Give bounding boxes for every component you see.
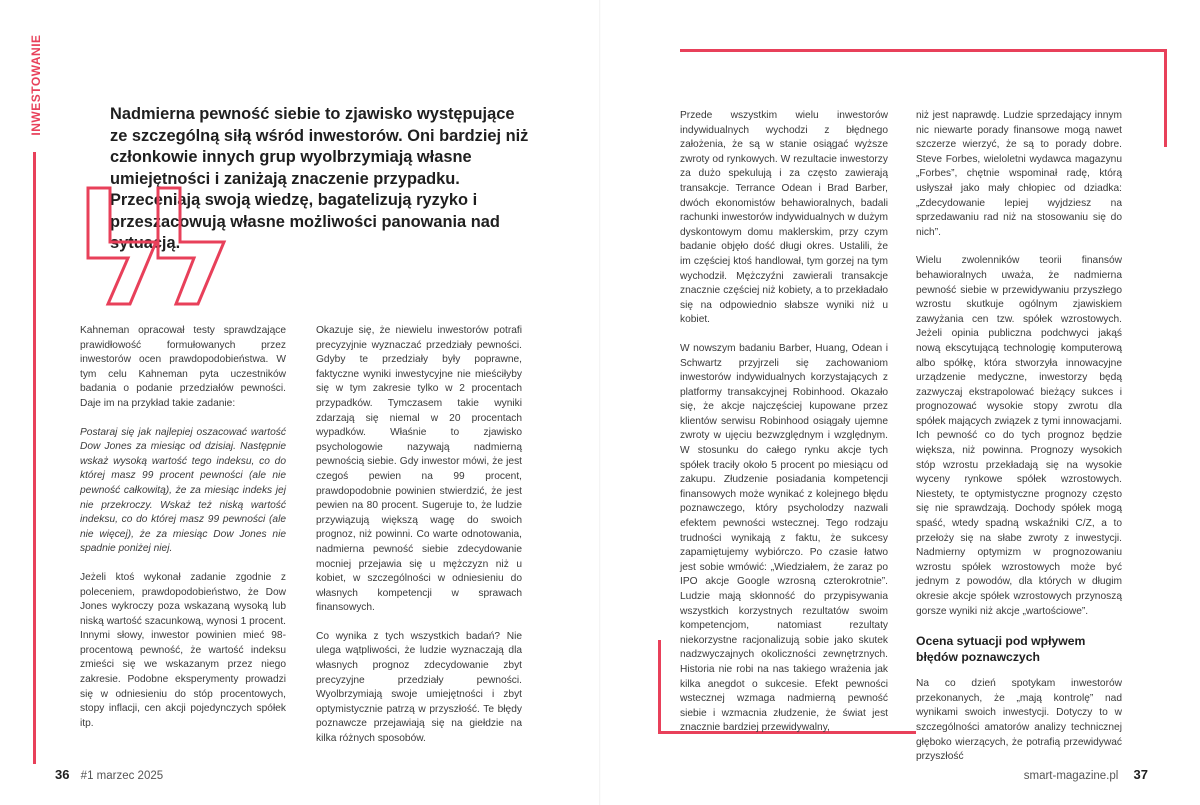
pull-quote: Nadmierna pewność siebie to zjawisko występujące ze szczególną siłą wśród inwestorów. Oni bardziej niż członkowie innych grup wyolbrzymiają własne umiejętności i zaniżają znaczenie przypadku. Przeceniają swoją wiedzę, bagatelizują ryzyko i przeszacowują własne możliwości panowania nad sytuacją. [110, 105, 529, 252]
page-number-right: 37 [1133, 767, 1148, 782]
paragraph: W nowszym badaniu Barber, Huang, Odean i Schwartz przyjrzeli się zachowaniom inwestorów indywidualnych korzystających z platformy transakcyjnej Robinhood. Okazało się, że akcje najczęściej kupowane przez klientów serwisu Robinhood osiągały ujemne zwroty w ujęciu bezwzględnym i względnym. W stosunku do całego rynku akcje tych spółek traciły około 5 procent po miesiącu od zakupu. Złudzenie posiadania kompetencji finansowych może wynikać z kolejnego błędu poznawczego, który psycholodzy nazwali efektem pewności wstecznej. Tego rodzaju trudności wynikają z faktu, że sukcesy zapamiętujemy wybiórczo. Po czasie łatwo jest sobie wmówić: „Wiedziałem, że zaraz po IPO akcje Google wzrosną czterokrotnie”. Ludzie mają skłonność do przypisywania wszystkich korzystnych rezultatów swoim kompetencjom, natomiast rezultaty niekorzystne racjonalizują sobie jako skutek nadzwyczajnych okoliczności zewnętrznych. Historia nie robi na nas takiego wrażenia jak kilka anegdot o sukcesie. Efekt pewności wstecznej wzmaga nadmierną pewność siebie i wzmacnia złudzenie, że świat jest znacznie bardziej przewidywalny, [680, 342, 888, 734]
paragraph: Wielu zwolenników teorii finansów behawioralnych uważa, że nadmierna pewność siebie w przewidywaniu przyszłego wzrostu skutkuje ogólnym zjawiskiem zawyżania cen tzw. spółek wzrostowych. Jeżeli opinia publiczna podchwyci jakąś nową ekscytującą technologię komputerową albo spółkę, która stworzyła innowacyjne urządzenie medyczne, inwestorzy będą zazwyczaj ekstrapolować bieżący sukces i prognozować wysokie stopy zwrotu dla spółek mających związek z tymi innowacjami. Ich pewność co do tych prognoz będzie większa, niż powinna. Prognozy wysokich stóp wzrostu przekładają się na wysokie wyceny rynkowe spółek wzrostowych. Niestety, te optymistyczne prognozy często się nie sprawdzają. Dochody spółek mogą spaść, wtedy spadną wskaźniki C/Z, a to przełoży się na słabe zwroty z inwestycji. Nadmierny optymizm w prognozowaniu wzrostu spółek wzrostowych może być jednym z powodów, dla których w długim okresie akcje spółek wzrostowych przynoszą gorsze wyniki niż akcje „wartościowe”. [916, 255, 1122, 617]
paragraph: Przede wszystkim wielu inwestorów indywidualnych wychodzi z błędnego założenia, że są w stanie osiągać wyższe zwroty od rynkowych. W rezultacie inwestorzy za dużo spekulują i za często zawierają transakcje. Terrance Odean i Brad Barber, dwóch ekonomistów behawioralnych, badali rachunki inwestorów indywidualnych w dużym dyskontowym domu maklerskim, przy czym badanie objęło dość długi okres. Ustalili, że im częściej ktoś handlował, tym gorzej na tym wychodził. Mężczyźni zawierali transakcje znacznie częściej niż kobiety, a to przekładało się na odpowiednio słabsze wyniki niż u kobiet. [680, 110, 888, 326]
site-link[interactable]: smart-magazine.pl [1023, 770, 1119, 782]
section-label-text: INWESTOWANIE [29, 34, 43, 136]
italic-task-paragraph: Postaraj się jak najlepiej oszacować wartość Dow Jones za miesiąc od dzisiaj. Następnie wskaż wysoką wartość tego indeksu, co do której masz 99 procent pewności (ale nie pewność całkowitą), że za miesiąc indeks jej nie przekroczy. Wskaż też niską wartość indeksu, co do której masz 99 pewności (ale nie więcej), że za miesiąc Dow Jones nie spadnie poniżej niej. [80, 426, 286, 555]
right-column-1 [680, 109, 888, 750]
paragraph: Co wynika z tych wszystkich badań? Nie ulega wątpliwości, że ludzie wyznaczają dla własnych prognoz zdecydowanie zbyt precyzyjne przedziały pewności. Wyolbrzymiają swoje umiejętności i zbyt optymistycznie patrzą w przyszłość. Te błędy poznawcze przejawiają się na giełdzie na kilka różnych sposobów. [316, 630, 522, 745]
paragraph: niż jest naprawdę. Ludzie sprzedający innym nic niewarte porady finansowe mogą nawet szczerze wierzyć, że są to porady dobre. Steve Forbes, wieloletni wydawca magazynu „Forbes”, chętnie wspominał radę, którą usłyszał jako mały chłopiec od dziadka: „Zdecydowanie lepiej wyjdziesz na sprzedawaniu rad niż na stosowaniu się do nich”. [916, 110, 1122, 238]
paragraph: Okazuje się, że niewielu inwestorów potrafi precyzyjnie wyznaczać przedziały pewności. Gdyby te przedziały były poprawne, faktyczne wyniki inwestycyjne nie mieściłyby się w tym zakresie tylko w 2 procentach przypadków. Tymczasem takie wyniki zdarzają się niemal w 20 procentach wypadków. Właśnie to zjawisko psychologowie nazywają nadmierną pewnością siebie. Gdy inwestor mówi, że jest czegoś pewien na 99 procent, prawdopodobnie powinien stwierdzić, że jest pewien na 80 procent. Sugeruje to, że ludzie przywiązują większą wagę do swoich prognoz, niż powinni. Co warte odnotowania, nadmierna pewność siebie zdecydowanie mocniej przejawia się u mężczyzn niż u kobiet, w szczególności w odniesieniu do własnych kompetencji w sprawach finansowych. [316, 325, 522, 614]
subheading: Ocena sytuacji pod wpływem błędów poznawczych [916, 634, 1086, 665]
footer-left [55, 767, 163, 782]
right-column-2 [916, 109, 1122, 779]
section-rule [33, 152, 36, 764]
page-gutter [599, 0, 601, 805]
frame-right-rule [1164, 49, 1167, 147]
page-number-left: 36 [55, 767, 70, 782]
paragraph: Kahneman opracował testy sprawdzające prawidłowość formułowanych przez inwestorów ocen prawdopodobieństwa. W tym celu Kahneman pyta uczestników badania o podanie przedziałów pewności. Daje im na przykład takie zadanie: [80, 325, 286, 409]
left-column-1 [80, 324, 286, 745]
frame-top-rule [680, 49, 1167, 52]
paragraph: Na co dzień spotykam inwestorów przekonanych, że „mają kontrolę” nad wynikami swoich inwestycji. Dotyczy to w szczególności amatorów analizy technicznej głęboko wierzących, że potrafią przewidywać przyszłość [916, 678, 1122, 763]
left-column-2 [316, 324, 522, 761]
frame-left-rule [658, 640, 661, 734]
issue-label: #1 marzec 2025 [80, 770, 164, 782]
quote-mark-icon [80, 186, 230, 308]
paragraph: Jeżeli ktoś wykonał zadanie zgodnie z poleceniem, prawdopodobieństwo, że Dow Jones wykroczy poza wskazaną wysoką lub niską wartość szacunkową, wynosi 1 procent. Innymi słowy, inwestor powinien mieć 98-procentową pewność, że wartość indeksu zmieści się we wskazanym przez niego zakresie. Podobne eksperymenty prowadzi się w odniesieniu do stóp procentowych, stopy inflacji, cen akcji pojedynczych spółek itp. [80, 571, 286, 729]
footer-right [1024, 767, 1148, 782]
section-label [28, 30, 42, 150]
